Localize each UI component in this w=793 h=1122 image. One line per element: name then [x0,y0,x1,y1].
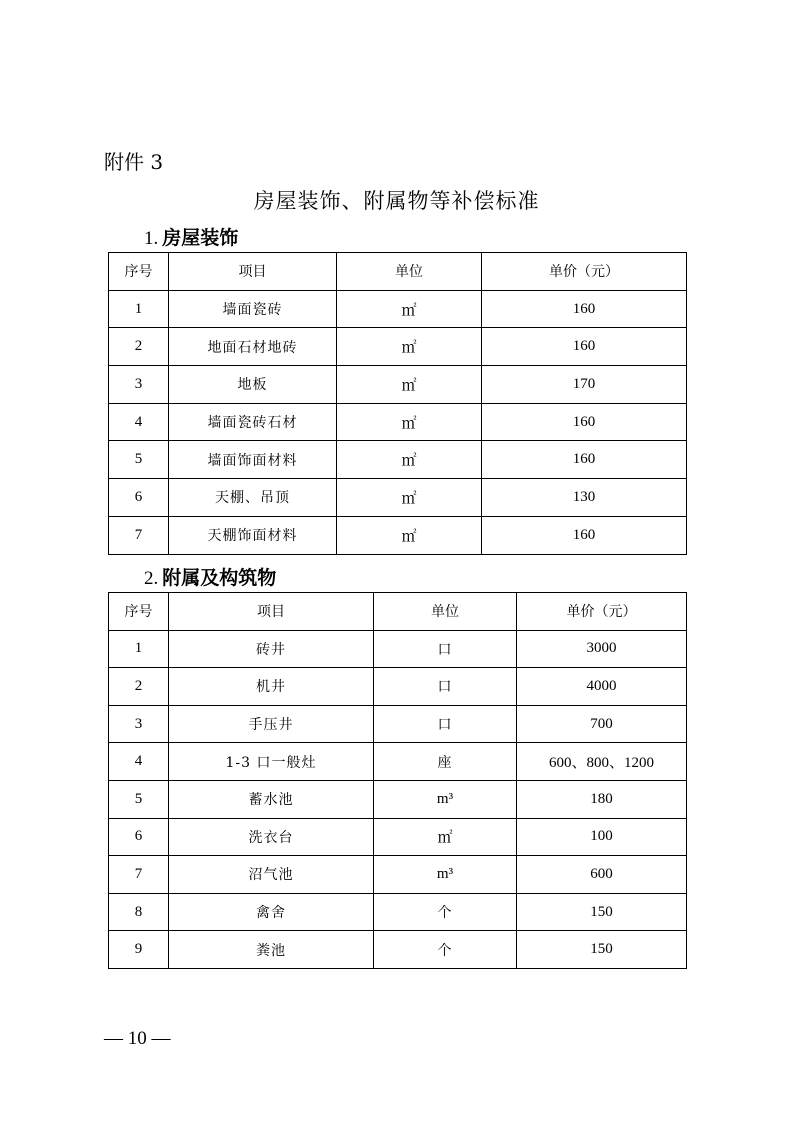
row-price: 160 [482,290,687,328]
row-index: 6 [109,818,169,856]
table-row [109,290,687,328]
row-unit: 口 [374,668,517,706]
row-unit: ㎡ [337,366,482,404]
row-index: 3 [109,366,169,404]
row-item: 地面石材地砖 [169,328,337,366]
row-price: 150 [517,931,687,969]
row-item: 洗衣台 [169,818,374,856]
row-index: 2 [109,328,169,366]
row-unit: ㎡ [337,516,482,554]
column-header-item: 项目 [169,253,337,291]
table-row [109,441,687,479]
row-price: 4000 [517,668,687,706]
row-price: 100 [517,818,687,856]
row-index: 9 [109,931,169,969]
row-price: 160 [482,403,687,441]
attachment-label: 附件 3 [104,150,164,174]
table-row [109,705,687,743]
row-index: 6 [109,479,169,517]
row-unit: ㎡ [337,328,482,366]
row-price: 160 [482,328,687,366]
row-price: 160 [482,441,687,479]
document-title: 房屋装饰、附属物等补偿标准 [253,189,540,213]
table-row [109,516,687,554]
row-price: 180 [517,780,687,818]
row-index: 7 [109,856,169,894]
row-unit: m³ [374,780,517,818]
row-price: 600 [517,856,687,894]
section-heading-decoration [144,225,238,252]
row-price: 3000 [517,630,687,668]
row-index: 1 [109,630,169,668]
row-unit: ㎡ [337,479,482,517]
page-number: — 10 — [104,1028,171,1049]
table-row [109,780,687,818]
table-header-row [109,593,687,631]
row-item: 地板 [169,366,337,404]
row-item: 墙面瓷砖 [169,290,337,328]
table-row [109,893,687,931]
row-price: 160 [482,516,687,554]
column-header-price: 单价（元） [517,593,687,631]
table-row [109,328,687,366]
table-row [109,366,687,404]
row-unit: 口 [374,705,517,743]
table-header-row [109,253,687,291]
row-item: 天棚、吊顶 [169,479,337,517]
row-index: 2 [109,668,169,706]
section-number: 1. [144,228,159,249]
row-item: 手压井 [169,705,374,743]
row-index: 7 [109,516,169,554]
column-header-unit: 单位 [374,593,517,631]
column-header-unit: 单位 [337,253,482,291]
row-unit: ㎡ [337,441,482,479]
row-index: 4 [109,743,169,781]
row-unit: 口 [374,630,517,668]
row-item: 机井 [169,668,374,706]
row-price: 130 [482,479,687,517]
section-heading-structures [144,565,276,592]
section-title: 附属及构筑物 [162,567,277,589]
table-row [109,668,687,706]
row-unit: 个 [374,893,517,931]
column-header-item: 项目 [169,593,374,631]
row-item: 蓄水池 [169,780,374,818]
section-number: 2. [144,568,159,589]
row-unit: ㎡ [337,403,482,441]
row-index: 1 [109,290,169,328]
row-item: 沼气池 [169,856,374,894]
structures-compensation-table [108,592,687,969]
decoration-compensation-table [108,252,687,555]
row-index: 4 [109,403,169,441]
table-row [109,403,687,441]
table-row [109,630,687,668]
row-price: 150 [517,893,687,931]
row-price: 600、800、1200 [517,743,687,781]
row-index: 8 [109,893,169,931]
row-item: 墙面瓷砖石材 [169,403,337,441]
row-index: 5 [109,780,169,818]
table-row [109,743,687,781]
row-unit: ㎡ [337,290,482,328]
row-price: 170 [482,366,687,404]
row-index: 5 [109,441,169,479]
table-row [109,479,687,517]
column-header-index: 序号 [109,253,169,291]
section-title: 房屋装饰 [162,227,239,249]
row-item: 墙面饰面材料 [169,441,337,479]
row-item: 1-3 口一般灶 [169,743,374,781]
row-index: 3 [109,705,169,743]
column-header-index: 序号 [109,593,169,631]
table-row [109,931,687,969]
column-header-price: 单价（元） [482,253,687,291]
table-row [109,856,687,894]
row-item: 天棚饰面材料 [169,516,337,554]
row-unit: m³ [374,856,517,894]
row-item: 砖井 [169,630,374,668]
row-item: 粪池 [169,931,374,969]
row-unit: 个 [374,931,517,969]
row-item: 禽舍 [169,893,374,931]
row-price: 700 [517,705,687,743]
table-row [109,818,687,856]
row-unit: 座 [374,743,517,781]
row-unit: ㎡ [374,818,517,856]
